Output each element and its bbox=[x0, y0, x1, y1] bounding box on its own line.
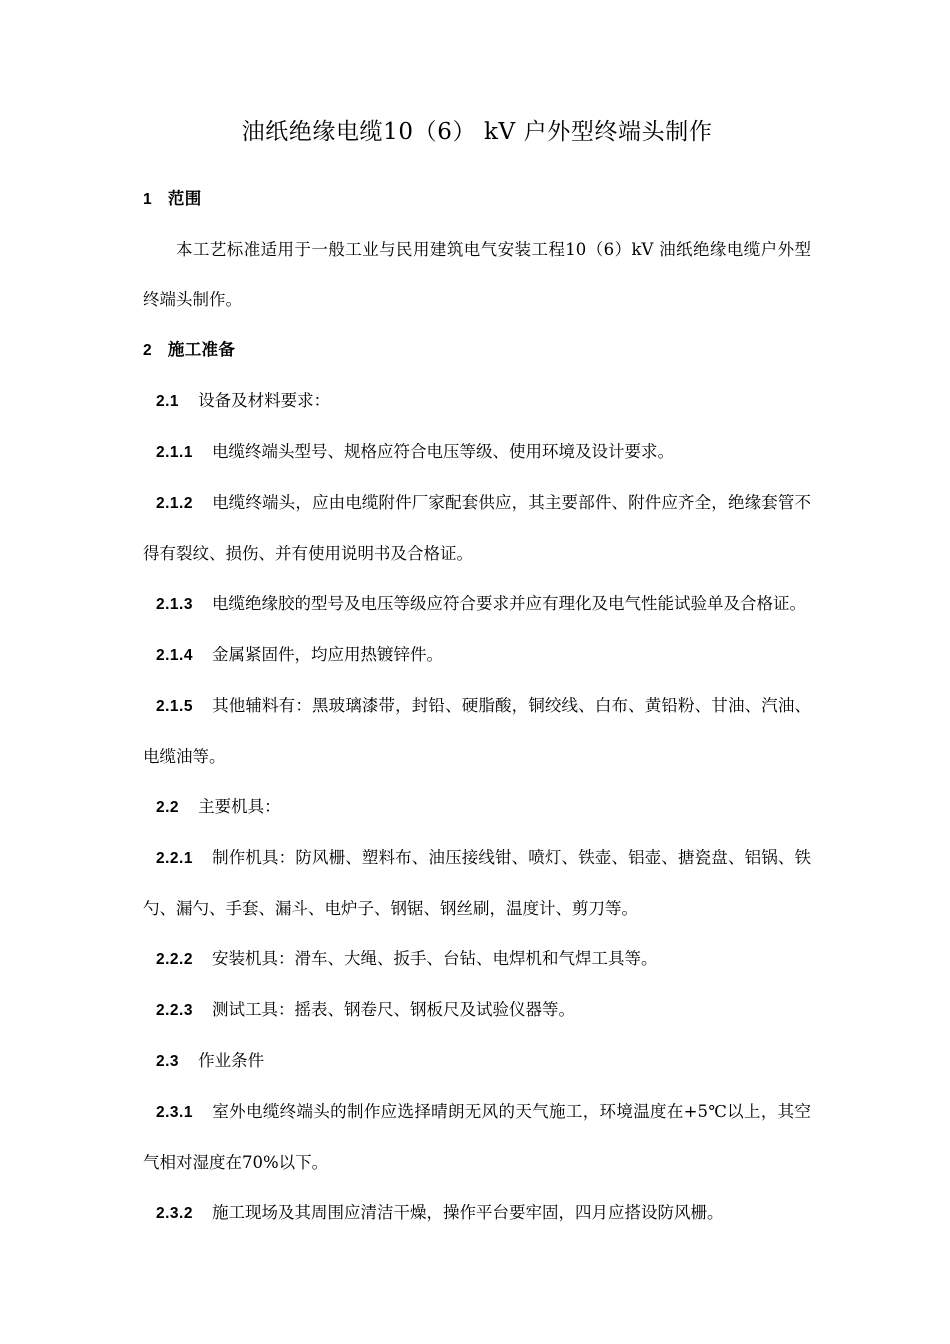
section-number-2: 2 bbox=[143, 342, 152, 359]
clause-number: 2.2.2 bbox=[156, 951, 193, 968]
clause-2-1-3 bbox=[143, 579, 811, 630]
clause-text: 施工现场及其周围应清洁干燥，操作平台要牢固，四月应搭设防风栅。 bbox=[211, 1203, 724, 1222]
document-body bbox=[143, 112, 811, 1239]
clause-text: 设备及材料要求： bbox=[198, 391, 331, 410]
clause-number: 2.3.2 bbox=[156, 1205, 193, 1222]
clause-text: 作业条件 bbox=[198, 1051, 265, 1070]
clause-number: 2.1.5 bbox=[156, 698, 193, 715]
clause-2-1-5 bbox=[143, 681, 811, 782]
clause-text: 安装机具：滑车、大绳、扳手、台钻、电焊机和气焊工具等。 bbox=[211, 949, 658, 968]
clause-2-2-3 bbox=[143, 985, 811, 1036]
clause-text: 电缆绝缘胶的型号及电压等级应符合要求并应有理化及电气性能试验单及合格证。 bbox=[211, 594, 806, 613]
clause-2-3-1 bbox=[143, 1087, 811, 1188]
clause-number: 2.1.3 bbox=[156, 596, 193, 613]
clause-2-2 bbox=[143, 782, 811, 833]
clause-2-1 bbox=[143, 376, 811, 427]
section-heading-1 bbox=[143, 174, 811, 225]
clause-2-2-1 bbox=[143, 833, 811, 934]
page-title: 油纸绝缘电缆10（6） kV 户外型终端头制作 bbox=[241, 119, 713, 145]
clause-2-1-1 bbox=[143, 427, 811, 478]
clause-text: 主要机具： bbox=[198, 797, 281, 816]
clause-number: 2.1.4 bbox=[156, 647, 193, 664]
clause-text: 其他辅料有：黑玻璃漆带，封铅、硬脂酸，铜绞线、白布、黄铅粉、甘油、汽油、电缆油等。 bbox=[143, 696, 811, 766]
section-number-1: 1 bbox=[143, 191, 152, 208]
clause-2-3-2 bbox=[143, 1188, 811, 1239]
clause-number: 2.2 bbox=[156, 799, 180, 816]
clause-number: 2.1.2 bbox=[156, 495, 193, 512]
section-title-2: 施工准备 bbox=[167, 340, 236, 359]
section-1-paragraph: 本工艺标准适用于一般工业与民用建筑电气安装工程10（6）kV 油纸绝缘电缆户外型终端头制作。 bbox=[143, 240, 811, 309]
clause-number: 2.2.1 bbox=[156, 850, 193, 867]
clause-text: 电缆终端头，应由电缆附件厂家配套供应，其主要部件、附件应齐全，绝缘套管不得有裂纹、损伤、并有使用说明书及合格证。 bbox=[143, 493, 811, 563]
clause-2-2-2 bbox=[143, 934, 811, 985]
clause-text: 金属紧固件，均应用热镀锌件。 bbox=[211, 645, 443, 664]
section-heading-2 bbox=[143, 325, 811, 376]
clause-number: 2.1 bbox=[156, 393, 180, 410]
clause-number: 2.3 bbox=[156, 1053, 180, 1070]
clause-2-1-2 bbox=[143, 478, 811, 579]
clause-2-3 bbox=[143, 1036, 811, 1087]
section-title-1: 范围 bbox=[167, 189, 202, 208]
clause-number: 2.3.1 bbox=[156, 1104, 193, 1121]
clause-text: 室外电缆终端头的制作应选择晴朗无风的天气施工，环境温度在+5℃以上，其空气相对湿度在70%以下。 bbox=[143, 1102, 811, 1172]
clause-number: 2.2.3 bbox=[156, 1002, 193, 1019]
clause-text: 电缆终端头型号、规格应符合电压等级、使用环境及设计要求。 bbox=[211, 442, 674, 461]
clause-text: 制作机具：防风栅、塑料布、油压接线钳、喷灯、铁壶、铝壶、搪瓷盘、铝锅、铁勺、漏勺、手套、漏斗、电炉子、钢锯、钢丝刷，温度计、剪刀等。 bbox=[143, 848, 811, 918]
clause-number: 2.1.1 bbox=[156, 444, 193, 461]
clause-2-1-4 bbox=[143, 630, 811, 681]
clause-text: 测试工具：摇表、钢卷尺、钢板尺及试验仪器等。 bbox=[211, 1000, 575, 1019]
